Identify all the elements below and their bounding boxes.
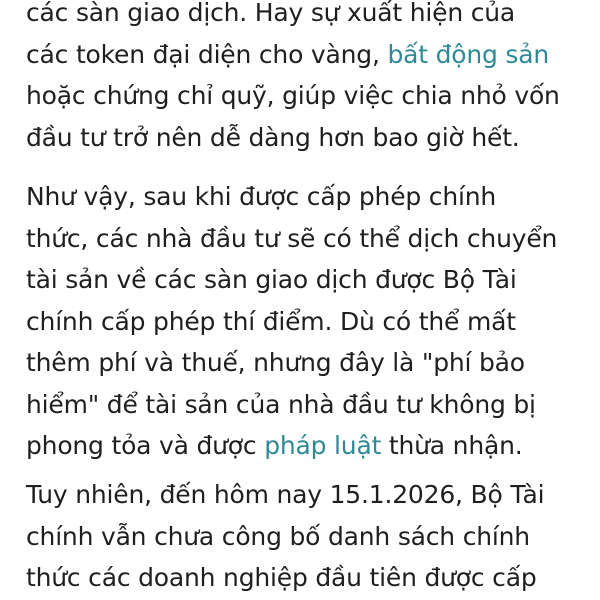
text-span: hoặc chứng chỉ quỹ, giúp việc chia nhỏ vốn <box>26 81 560 110</box>
text-span: thức, các nhà đầu tư sẽ có thể dịch chuyển <box>26 223 558 253</box>
text-span: các token đại diện cho vàng, <box>26 39 388 69</box>
text-line <box>26 117 590 159</box>
text-line <box>26 259 590 301</box>
paragraph <box>26 176 590 467</box>
text-span: Tuy nhiên, đến hôm nay 15.1.2026, Bộ Tài <box>26 480 545 509</box>
real-estate-link[interactable]: bất động sản <box>387 39 549 69</box>
text-span: phong tỏa và được <box>26 431 265 460</box>
text-span: chính vẫn chưa công bố danh sách chính <box>26 521 530 551</box>
text-span: tài sản về các sàn giao dịch được Bộ Tài <box>26 265 517 294</box>
paragraph <box>26 474 590 599</box>
text-span: Như vậy, sau khi được cấp phép chính <box>26 182 497 211</box>
text-line <box>26 342 590 384</box>
law-link[interactable]: pháp luật <box>264 431 382 460</box>
text-line <box>26 516 590 558</box>
text-line <box>26 425 590 467</box>
text-line <box>26 75 590 117</box>
text-line <box>26 0 590 34</box>
text-span: thức các doanh nghiệp đầu tiên được cấp <box>26 563 537 592</box>
text-line <box>26 34 590 76</box>
text-span: các sàn giao dịch. Hay sự xuất hiện của <box>26 0 516 27</box>
text-span: thừa nhận. <box>381 431 523 460</box>
text-line <box>26 474 590 516</box>
text-span: chính cấp phép thí điểm. Dù có thể mất <box>26 306 516 336</box>
paragraph <box>26 0 590 158</box>
text-line <box>26 176 590 218</box>
text-line <box>26 557 590 599</box>
text-line <box>26 384 590 426</box>
text-span: hiểm" để tài sản của nhà đầu tư không bị <box>26 389 536 419</box>
text-line <box>26 218 590 260</box>
text-line <box>26 301 590 343</box>
text-span: đầu tư trở nên dễ dàng hơn bao giờ hết. <box>26 122 520 152</box>
text-span: thêm phí và thuế, nhưng đây là "phí bảo <box>26 348 525 377</box>
